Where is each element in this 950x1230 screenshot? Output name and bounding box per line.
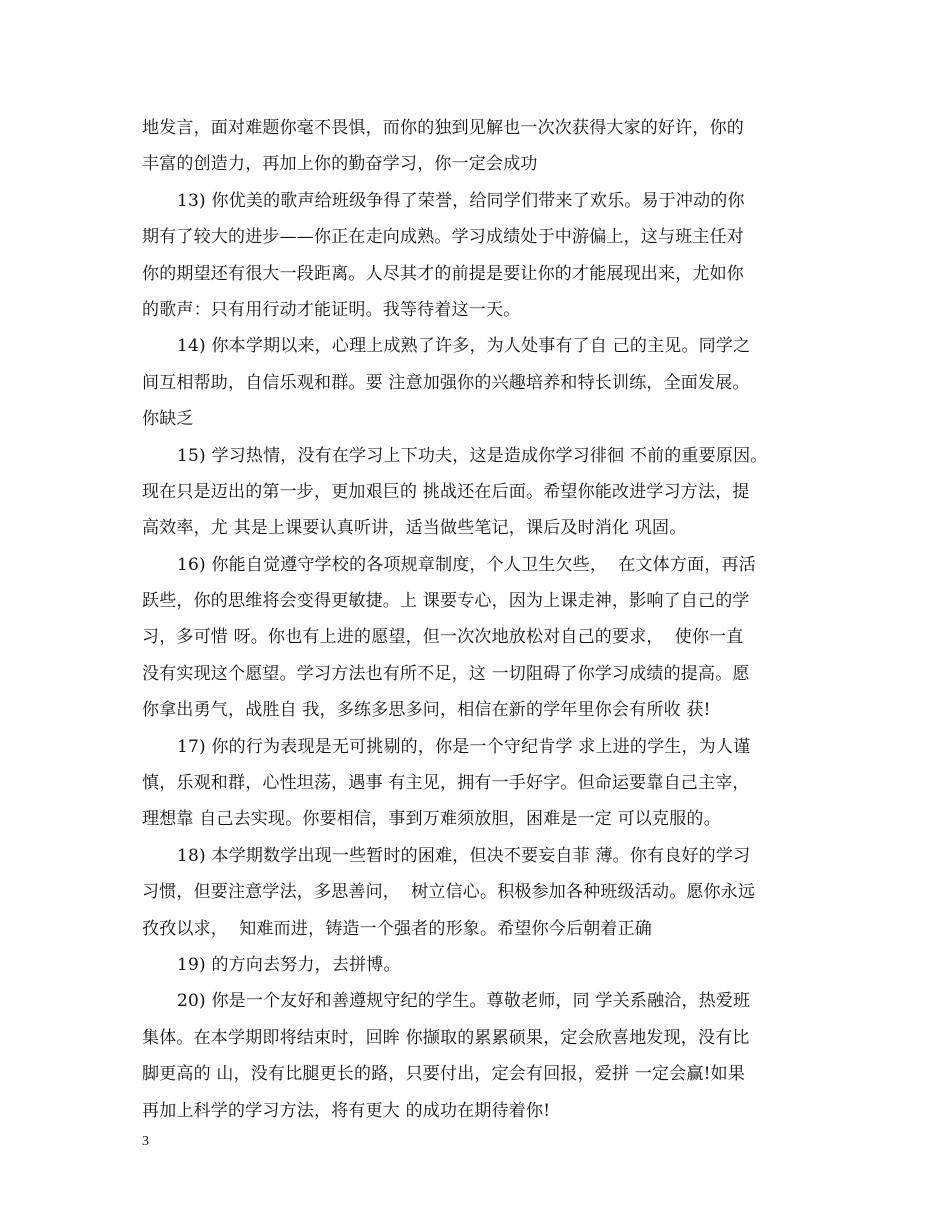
text-line: 15) 学习热情，没有在学习上下功夫，这是造成你学习徘徊 不前的重要原因。 [177, 445, 768, 466]
text-line: 理想靠 自己去实现。你要相信，事到万难须放胆，困难是一定 可以克服的。 [142, 809, 721, 830]
text-line: 孜孜以求， 知难而进，铸造一个强者的形象。希望你今后朝着正确 [142, 918, 653, 939]
text-line: 高效率，尤 其是上课要认真听讲，适当做些笔记，课后及时消化 巩固。 [142, 518, 687, 539]
text-line: 14) 你本学期以来，心理上成熟了许多，为人处事有了自 己的主见。同学之 [177, 336, 751, 357]
text-line: 没有实现这个愿望。学习方法也有所不足，这 一切阻碍了你学习成绩的提高。愿 [142, 663, 750, 684]
text-line: 集体。在本学期即将结束时，回眸 你撷取的累累硕果，定会欣喜地发现，没有比 [142, 1027, 750, 1048]
text-line: 你的期望还有很大一段距离。人尽其才的前提是要让你的才能展现出来，尤如你 [142, 263, 744, 284]
text-line: 19) 的方向去努力，去拼博。 [177, 954, 401, 975]
text-line: 17) 你的行为表现是无可挑剔的，你是一个守纪肯学 求上进的学生，为人谨 [177, 736, 751, 757]
text-line: 的歌声：只有用行动才能证明。我等待着这一天。 [142, 299, 521, 320]
text-line: 18) 本学期数学出现一些暂时的困难，但决不要妄自菲 薄。你有良好的学习 [177, 845, 751, 866]
text-line: 习，多可惜 呀。你也有上进的愿望，但一次次地放松对自己的要求， 使你一直 [142, 627, 744, 648]
text-line: 你缺乏 [142, 409, 194, 430]
text-line: 地发言，面对难题你毫不畏惧，而你的独到见解也一次次获得大家的好许，你的 [142, 118, 744, 138]
text-line: 你拿出勇气，战胜自 我，多练多思多问，相信在新的学年里你会有所收 获! [142, 700, 711, 721]
text-line: 现在只是迈出的第一步，更加艰巨的 挑战还在后面。希望你能改进学习方法，提 [142, 481, 750, 502]
text-line: 习惯，但要注意学法，多思善问， 树立信心。积极参加各种班级活动。愿你永远 [142, 882, 756, 903]
text-line: 期有了较大的进步——你正在走向成熟。学习成绩处于中游偏上，这与班主任对 [142, 227, 744, 248]
text-line: 跃些，你的思维将会变得更敏捷。上 课要专心，因为上课走神，影响了自己的学 [142, 591, 750, 612]
text-line: 16) 你能自觉遵守学校的各项规章制度，个人卫生欠些， 在文体方面，再活 [177, 554, 756, 575]
page-number: 3 [142, 1134, 149, 1149]
text-line: 再加上科学的学习方法，将有更大 的成功在期待着你! [142, 1100, 551, 1121]
text-line: 间互相帮助，自信乐观和群。要 注意加强你的兴趣培养和特长训练，全面发展。 [142, 372, 750, 393]
text-line: 脚更高的 山，没有比腿更长的路，只要付出，定会有回报，爱拼 一定会赢!如果 [142, 1064, 746, 1085]
body-text [142, 110, 822, 1129]
text-line: 丰富的创造力，再加上你的勤奋学习，你一定会成功 [142, 154, 538, 175]
text-line: 慎，乐观和群，心性坦荡，遇事 有主见，拥有一手好字。但命运要靠自己主宰， [142, 773, 750, 794]
text-line: 13) 你优美的歌声给班级争得了荣誉，给同学们带来了欢乐。易于冲动的你 [177, 190, 745, 211]
text-line: 20) 你是一个友好和善遵规守纪的学生。尊敬老师，同 学关系融洽，热爱班 [177, 991, 751, 1012]
